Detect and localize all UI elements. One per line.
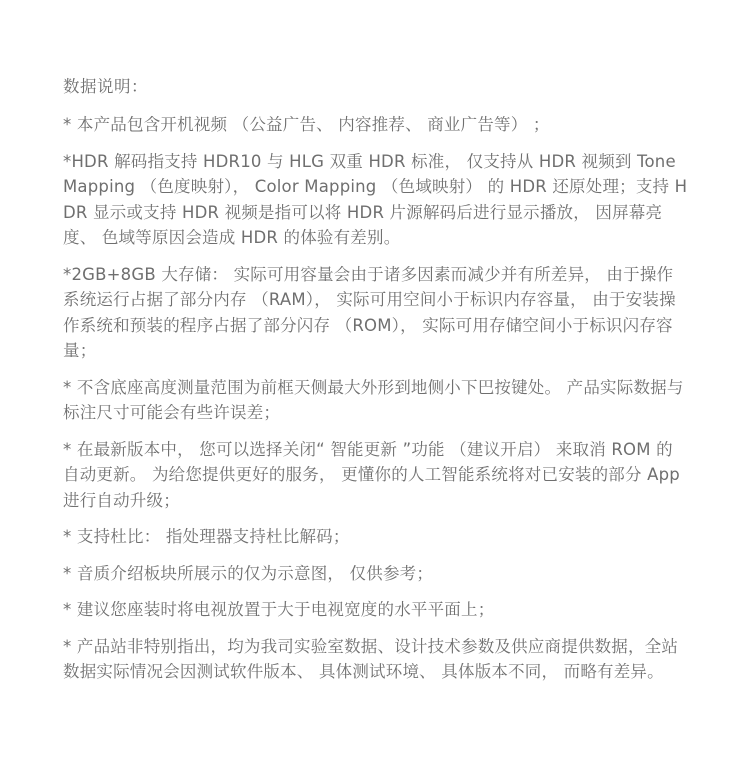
note-dolby: * 支持杜比： 指处理器支持杜比解码；	[63, 527, 350, 546]
data-notes-section	[63, 74, 689, 696]
note-lab-data: * 产品站非特别指出，均为我司实验室数据、设计技术参数及供应商提供数据，全站数据实际情况会因测试软件版本、 具体测试环境、 具体版本不同， 而略有差异。	[63, 636, 679, 681]
note-boot-video: * 本产品包含开机视频 （公益广告、 内容推荐、 商业广告等） ；	[63, 115, 550, 134]
note-dimensions: * 不含底座高度测量范围为前框天侧最大外形到地侧小下巴按键处。 产品实际数据与标注尺寸可能会有些许误差；	[63, 377, 684, 422]
note-audio-illustration: * 音质介绍板块所展示的仅为示意图， 仅供参考；	[63, 563, 434, 583]
notes-title: 数据说明：	[63, 77, 148, 96]
note-list	[63, 112, 689, 685]
note-hdr-decoding: *HDR 解码指支持 HDR10 与 HLG 双重 HDR 标准， 仅支持从 HDR 视频到 Tone Mapping （色度映射）， Color Mapping （色域映射） 的 HDR 还原处理；支持 HDR 显示或支持 HDR 视频是指可以将 HDR 片源解码后进行显示播放， 因屏幕亮度、 色域等原因会造成 HDR 的体验有差别。	[63, 151, 688, 247]
note-storage: *2GB+8GB 大存储： 实际可用容量会由于诸多因素而减少并有所差异， 由于操作系统运行占据了部分内存 （RAM）， 实际可用空间小于标识内存容量， 由于安装操作系统和预装的程序占据了部分闪存 （ROM）， 实际可用存储空间小于标识闪存容量；	[63, 264, 676, 360]
note-mounting: * 建议您座装时将电视放置于大于电视宽度的水平平面上；	[63, 600, 495, 619]
note-smart-update: * 在最新版本中， 您可以选择关闭“ 智能更新 ”功能 （建议开启） 来取消 ROM 的自动更新。 为给您提供更好的服务， 更懂你的人工智能系统将对已安装的部分 App 进行自动升级；	[63, 439, 680, 510]
